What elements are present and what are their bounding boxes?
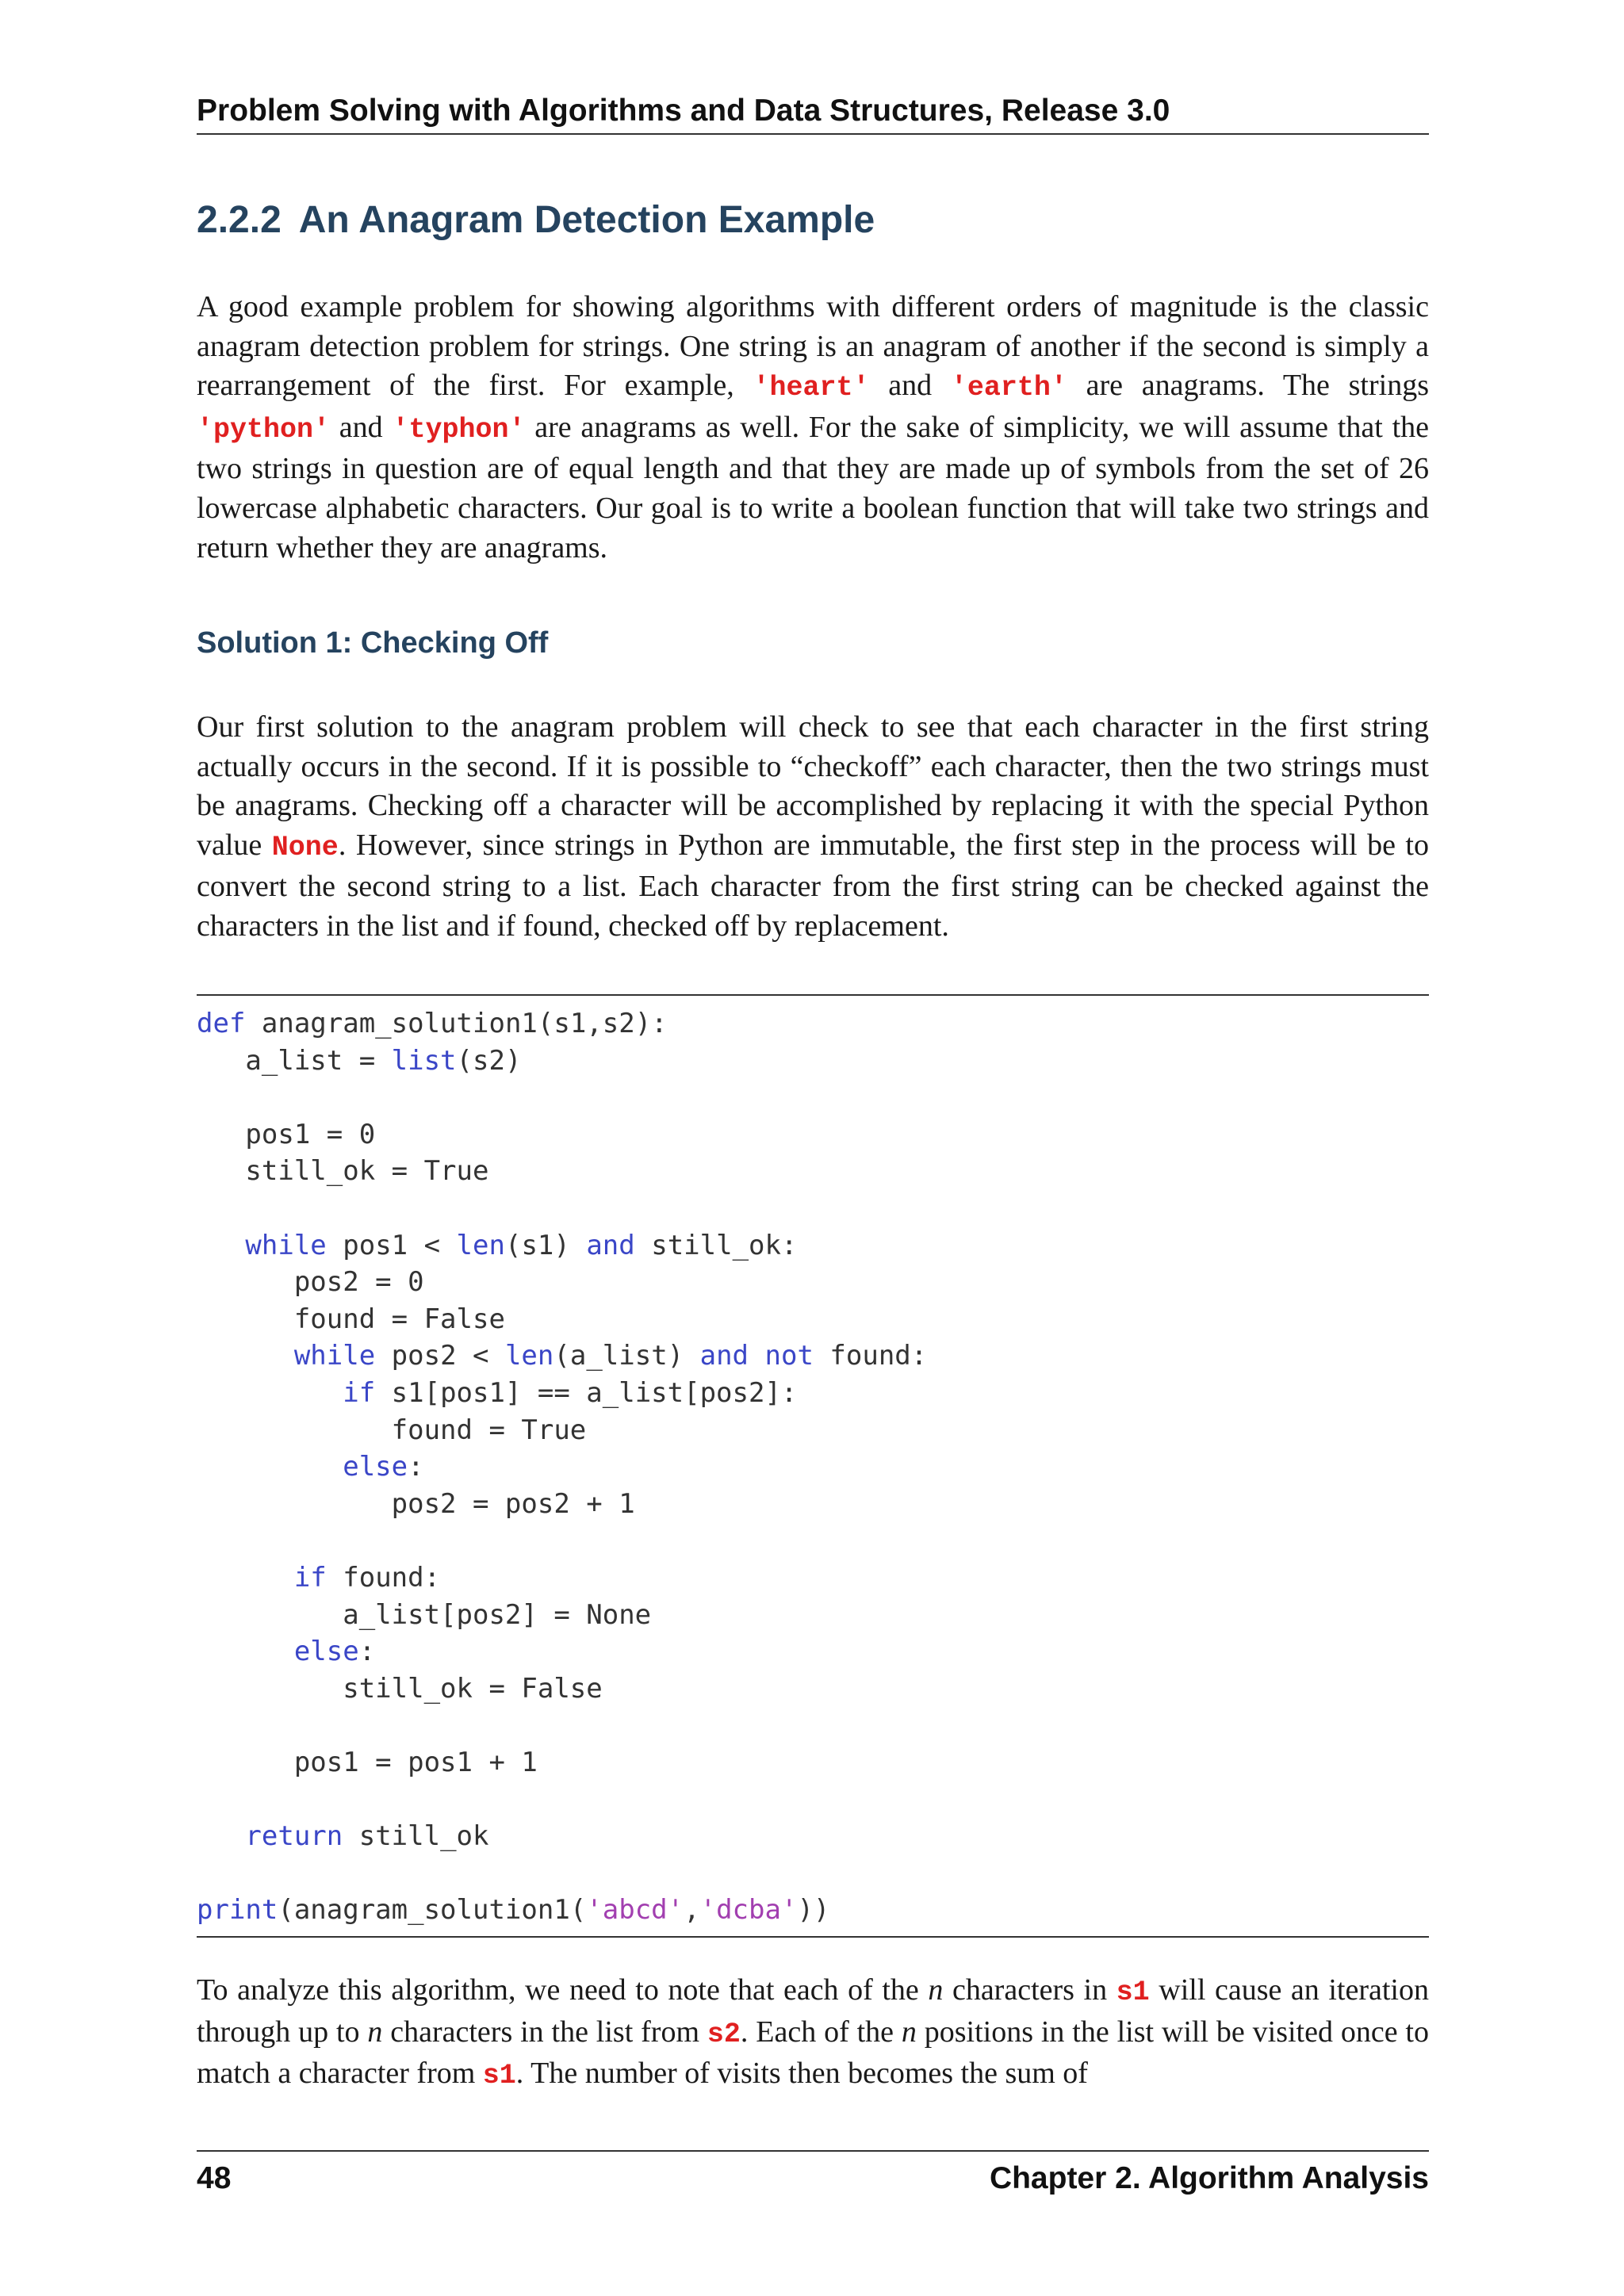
footer-chapter: Chapter 2. Algorithm Analysis	[989, 2161, 1429, 2195]
analysis-text-4: characters in the list from	[382, 2015, 707, 2049]
section-title	[197, 198, 875, 242]
analysis-paragraph	[197, 1971, 1429, 2096]
intro-text-5: are anagrams as well. For the sake of simplicity, we will assume that the two strings in question are of equal length and that they are made up of symbols from the set of	[197, 410, 1429, 486]
running-header: Problem Solving with Algorithms and Data Structures, Release 3.0	[197, 89, 1429, 135]
section-title-text: An Anagram Detection Example	[298, 199, 875, 241]
inline-code-typhon: 'typhon'	[392, 413, 526, 446]
inline-code-s1: s1	[482, 2060, 516, 2092]
analysis-text-5: . Each of the	[740, 2015, 902, 2049]
code-line: else:	[343, 1451, 424, 1483]
code-line: found = False	[197, 1303, 505, 1335]
code-line: pos1 = pos1 + 1	[197, 1746, 538, 1778]
code-line: def anagram_solution1(s1,s2):	[197, 1008, 668, 1039]
solution-text-2: . However, since strings in Python are immutable, the first step in the process will be to convert the second string to a list. Each character from the first string can be checked against the characters in the list and if found, checked off by replacement.	[197, 828, 1429, 943]
code-line: if found:	[293, 1561, 441, 1594]
code-line-blank	[197, 1707, 1429, 1744]
analysis-text-6: positions in the list will be visited once to match a character from	[197, 2015, 1429, 2091]
page-number: 48	[197, 2161, 232, 2195]
math-n: n	[901, 2015, 917, 2049]
inline-code-s1: s1	[1116, 1976, 1150, 2008]
code-line: still_ok = False	[197, 1672, 603, 1705]
code-line: while pos1 < len(s1) and still_ok:	[245, 1229, 798, 1261]
intro-paragraph	[197, 288, 1429, 568]
page-footer	[197, 2150, 1429, 2196]
code-line: still_ok = True	[197, 1155, 489, 1188]
code-line: a_list = list(s2)	[197, 1044, 522, 1077]
section-number: 2.2.2	[197, 199, 282, 241]
code-line: pos2 = pos2 + 1	[197, 1487, 635, 1520]
math-26: 26	[1399, 452, 1429, 486]
inline-code-python: 'python'	[197, 413, 331, 446]
math-n: n	[928, 1973, 944, 2007]
code-block	[197, 994, 1429, 1938]
inline-code-heart: 'heart'	[753, 372, 870, 404]
code-line: print(anagram_solution1('abcd','dcba'))	[197, 1894, 830, 1927]
subsection-title: Solution 1: Checking Off	[197, 626, 549, 660]
code-line: while pos2 < len(a_list) and not found:	[293, 1340, 928, 1372]
inline-code-none: None	[271, 831, 339, 863]
analysis-text-7: . The number of visits then becomes the sum of	[515, 2057, 1088, 2091]
intro-text-2: and	[869, 369, 951, 403]
code-line: pos2 = 0	[197, 1266, 424, 1299]
code-line-blank	[197, 1522, 1429, 1559]
code-line-blank	[197, 1190, 1429, 1227]
intro-text-4: and	[330, 410, 393, 444]
code-line: if s1[pos1] == a_list[pos2]:	[343, 1376, 798, 1409]
code-line: pos1 = 0	[197, 1118, 376, 1150]
code-line: else:	[293, 1636, 376, 1668]
analysis-text-3: will cause an iteration through up to	[197, 1973, 1429, 2049]
analysis-text-1: To analyze this algorithm, we need to note that each of the	[197, 1973, 929, 2007]
solution-text-1: Our first solution to the anagram problem will check to see that each character in the first string actually occurs in the second. If it is possible to “checkoff” each character, then the two strings must be anagrams. Checking off a character will be accomplished by replacing it with the special Python value	[197, 710, 1429, 862]
inline-code-earth: 'earth'	[950, 372, 1067, 404]
code-line-blank	[197, 1855, 1429, 1892]
math-n: n	[367, 2015, 383, 2049]
code-line: return still_ok	[245, 1820, 489, 1853]
code-line-blank	[197, 1079, 1429, 1116]
intro-text-1: A good example problem for showing algorithms with different orders of magnitude is the classic anagram detection problem for strings. One string is an anagram of another if the second is simply a rearrangement of the first. For example,	[197, 290, 1429, 403]
intro-text-3: are anagrams. The strings	[1067, 369, 1429, 403]
analysis-text-2: characters in	[943, 1973, 1116, 2007]
intro-text-6: lowercase alphabetic characters. Our goal is to write a boolean function that will take two strings and return whether they are anagrams.	[197, 491, 1429, 564]
code-line: found = True	[197, 1414, 587, 1446]
code-line: a_list[pos2] = None	[197, 1598, 652, 1631]
code-line-blank	[197, 1781, 1429, 1818]
inline-code-s2: s2	[707, 2018, 741, 2050]
solution-paragraph	[197, 708, 1429, 947]
